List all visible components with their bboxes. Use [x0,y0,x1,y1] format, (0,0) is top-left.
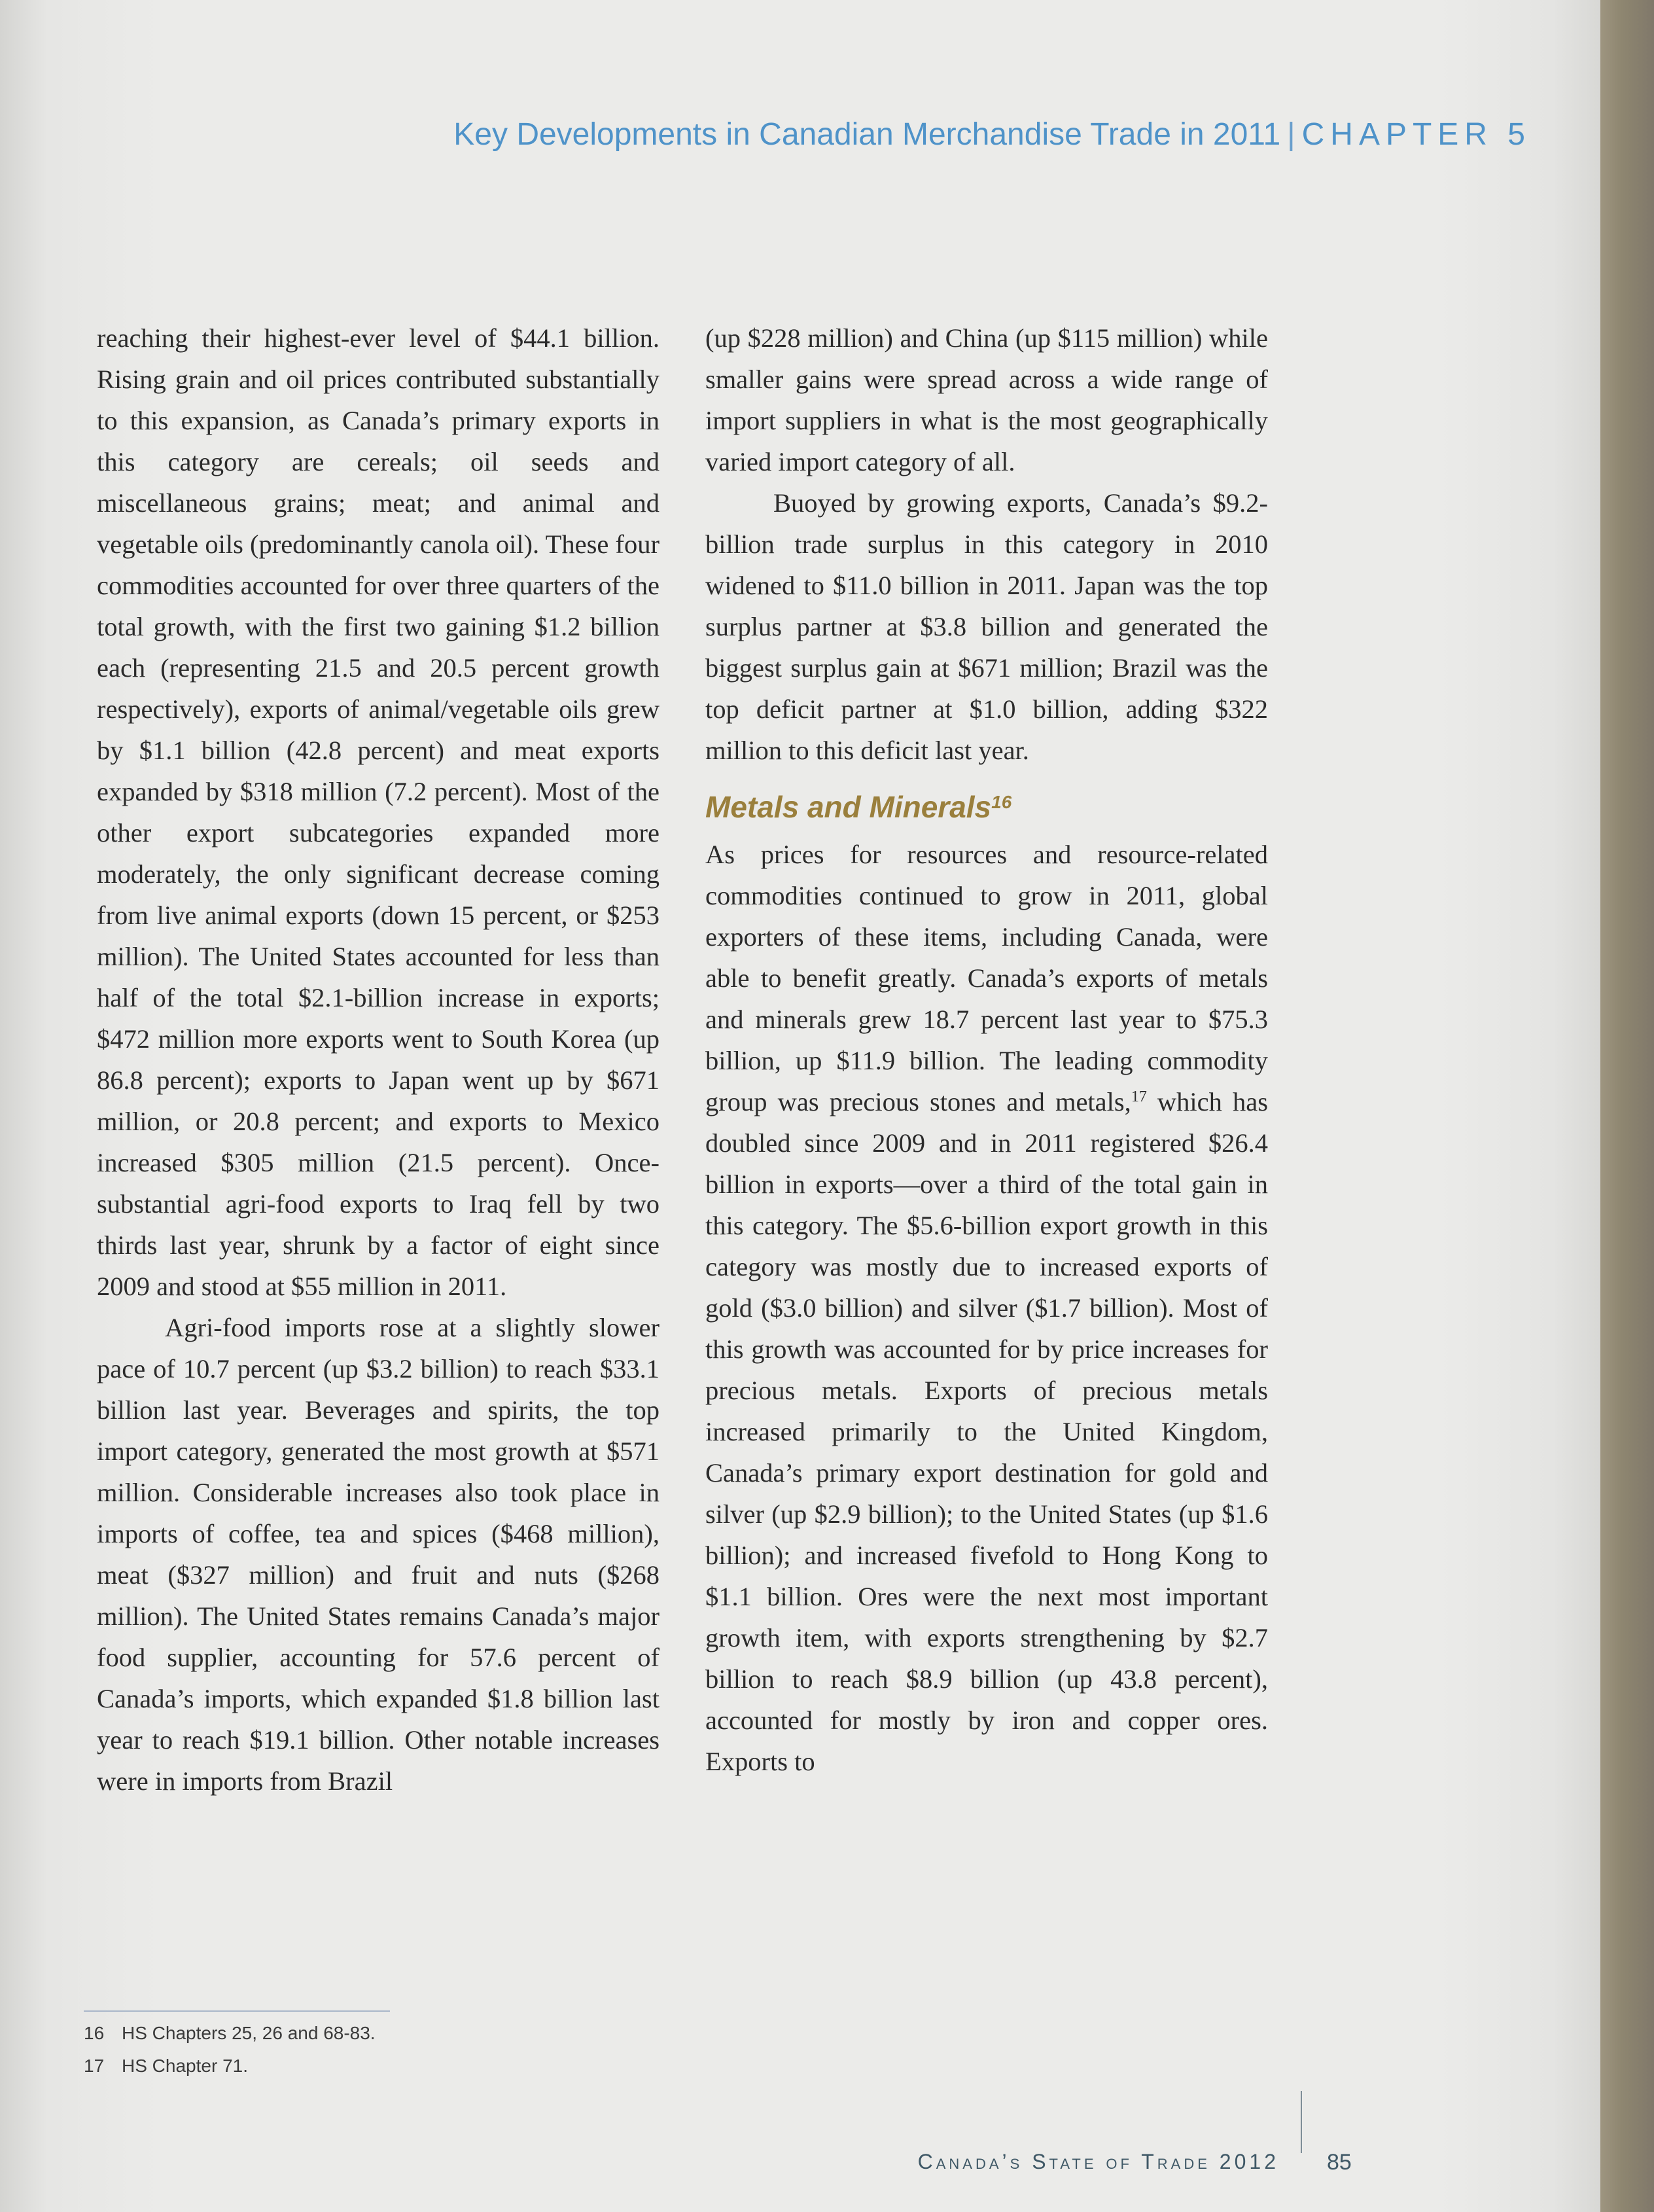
section-heading-text: Metals and Minerals [705,790,992,824]
right-column [705,317,1268,1782]
section-heading [705,784,1268,830]
running-header [366,116,1531,152]
running-footer: Canada’s State of Trade 2012 [917,2150,1279,2173]
footnote [84,2017,376,2050]
left-paragraph-2: Agri-food imports rose at a slightly slower pace of 10.7 percent (up $3.2 billion) to reach $33.1 billion last year. Beverages and spirits, the top import category, generated the most growth at $571 million. Considerable increases also took place in imports of coffee, tea and spices ($468 million), meat ($327 million) and fruit and nuts ($268 million). The United States remains Canada’s major food supplier, accounting for 57.6 percent of Canada’s imports, which expanded $1.8 billion last year to reach $19.1 billion. Other notable increases were in imports from Brazil [97,1313,660,1796]
footnote-number: 17 [84,2056,105,2076]
footnote-text: HS Chapters 25, 26 and 68-83. [122,2023,376,2043]
header-title: Key Developments in Canadian Merchandise Trade in 2011 [453,117,1281,152]
right-paragraph-3-part-b: which has doubled since 2009 and in 2011 registered $26.4 billion in exports—over a third of the total gain in this category. The $5.6-billion export growth in this category was mostly due to increased exports of gold ($3.0 billion) and silver ($1.7 billion). Most of this growth was accounted for by price increases for precious metals. Exports of precious metals increased primarily to the United Kingdom, Canada’s primary export destination for gold and silver (up $2.9 billion); to the United States (up $1.6 billion); and increased fivefold to Hong Kong to $1.1 billion. Ores were the next most important growth item, with exports strengthening by $2.7 billion to reach $8.9 billion (up 43.8 percent), accounted for mostly by iron and copper ores. Exports to [705,1087,1268,1776]
right-paragraph-3-part-a: As prices for resources and resource-related commodities continued to grow in 2011, global exporters of these items, including Canada, were able to benefit greatly. Canada’s exports of metals and minerals grew 18.7 percent last year to $75.3 billion, up $11.9 billion. The leading commodity group was precious stones and metals, [705,840,1268,1116]
footnote-number: 16 [84,2023,105,2043]
right-paragraph-3 [705,834,1268,1782]
right-paragraph-2: Buoyed by growing exports, Canada’s $9.2-billion trade surplus in this category in 2010 widened to $11.0 billion in 2011. Japan was the top surplus partner at $3.8 billion and generated the biggest surplus gain at $671 million; Brazil was the top deficit partner at $1.0 billion, adding $322 million to this deficit last year. [705,488,1268,765]
footnote-ref-16: 16 [991,792,1012,812]
left-column [97,317,660,1802]
footnote-text: HS Chapter 71. [122,2056,248,2076]
header-separator: | [1287,117,1295,152]
footnote-rule [84,2010,390,2012]
footnotes [84,2017,376,2082]
header-chapter: CHAPTER 5 [1301,117,1531,152]
book-edge [1600,0,1654,2212]
left-paragraph-1: reaching their highest-ever level of $44.1 billion. Rising grain and oil prices contributed substantially to this expansion, as Canada’s primary exports in this category are cereals; oil seeds and miscellaneous grains; meat; and animal and vegetable oils (predominantly canola oil). These four commodities accounted for over three quarters of the total growth, with the first two gaining $1.2 billion each (representing 21.5 and 20.5 percent growth respectively), exports of animal/vegetable oils grew by $1.1 billion (42.8 percent) and meat exports expanded by $318 million (7.2 percent). Most of the other export subcategories expanded more moderately, the only significant decrease coming from live animal exports (down 15 percent, or $253 million). The United States accounted for less than half of the total $2.1-billion increase in exports; $472 million more exports went to South Korea (up 86.8 percent); exports to Japan went up by $671 million, or 20.8 percent; and exports to Mexico increased $305 million (21.5 percent). Once-substantial agri-food exports to Iraq fell by two thirds last year, shrunk by a factor of eight since 2009 and stood at $55 million in 2011. [97,323,660,1301]
right-paragraph-1: (up $228 million) and China (up $115 million) while smaller gains were spread across a wide range of import suppliers in what is the most geographically varied import category of all. [705,323,1268,476]
footer-divider [1301,2091,1302,2153]
page-number: 85 [1327,2150,1352,2175]
footnote-ref-17: 17 [1131,1088,1147,1105]
footnote [84,2050,376,2082]
